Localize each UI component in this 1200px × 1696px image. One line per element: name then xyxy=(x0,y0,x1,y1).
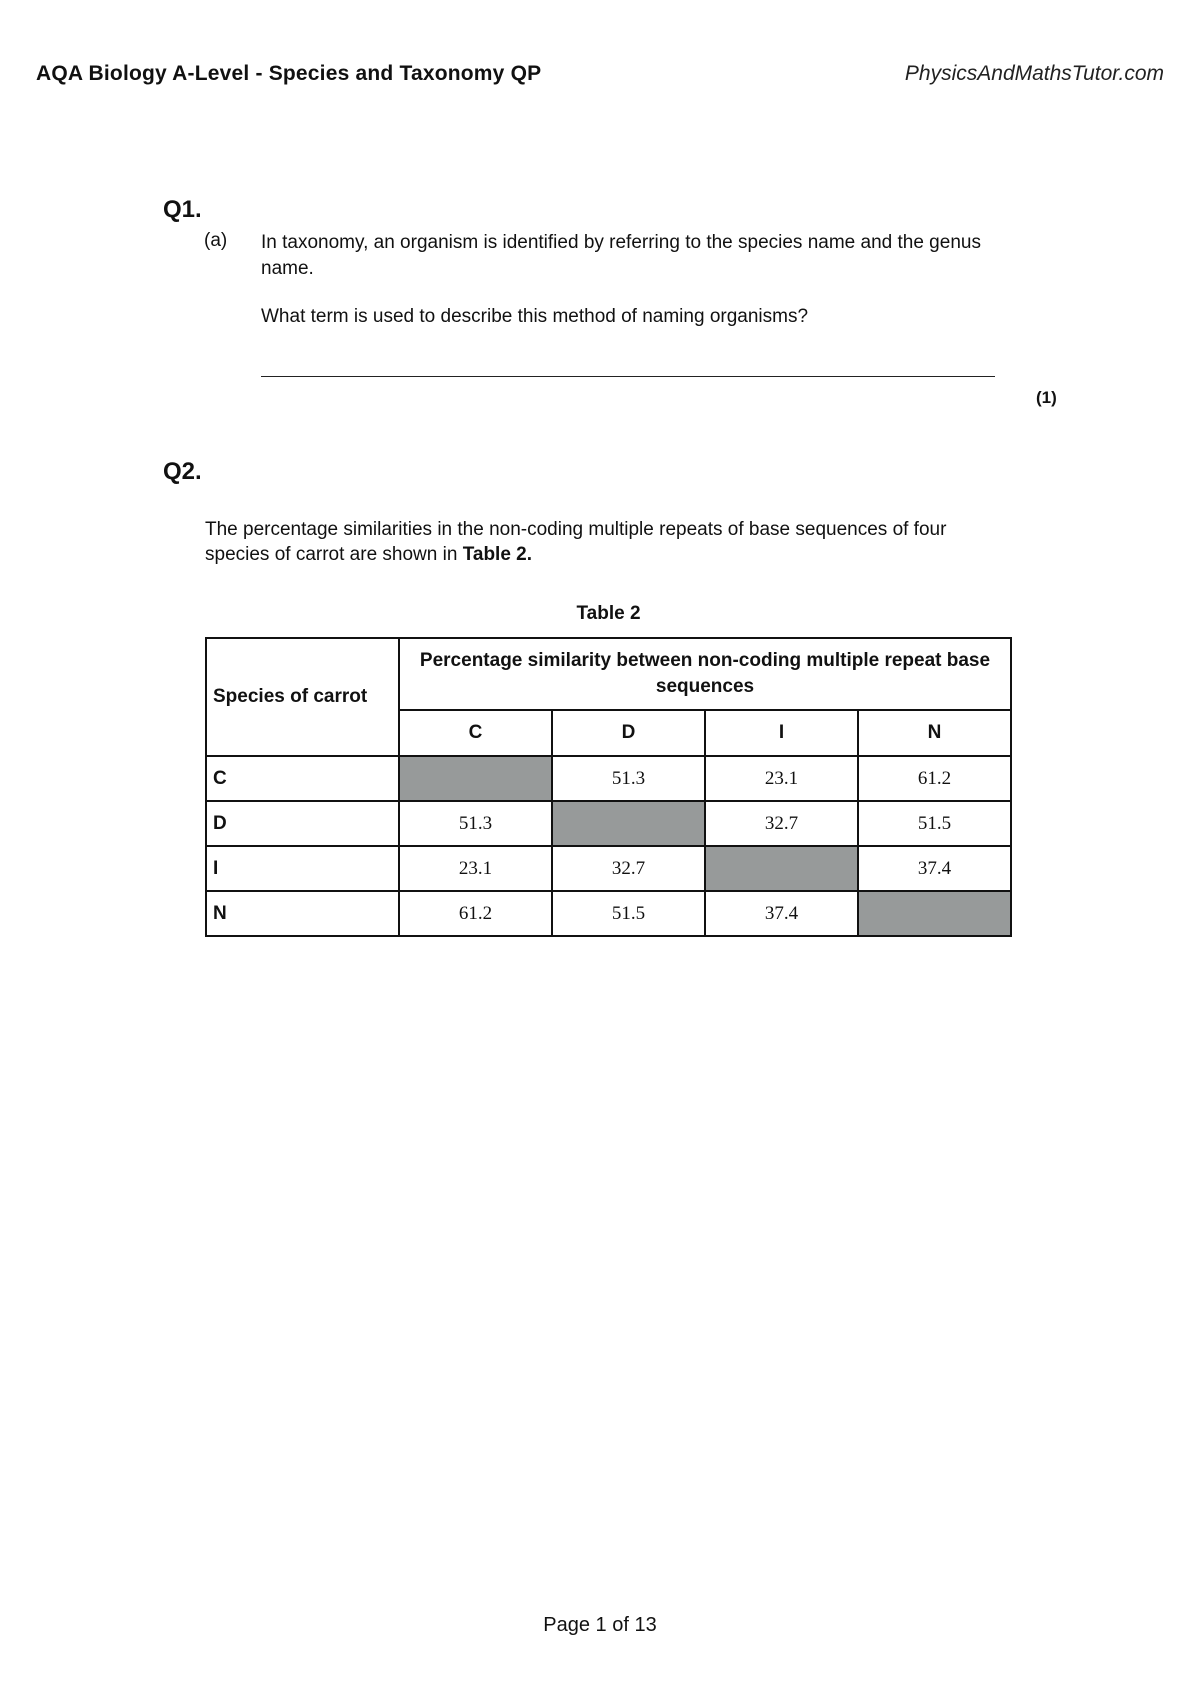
column-header-d: D xyxy=(552,710,705,756)
column-header-c: C xyxy=(399,710,552,756)
table-cell: 23.1 xyxy=(705,756,858,801)
question-2-intro xyxy=(205,517,965,567)
table-cell: 61.2 xyxy=(858,756,1011,801)
question-1-text: In taxonomy, an organism is identified by referring to the species name and the genus name. xyxy=(261,232,981,279)
table-row xyxy=(206,801,1011,846)
row-label-c: C xyxy=(206,756,399,801)
table-cell: 51.5 xyxy=(552,891,705,936)
table-cell-shaded xyxy=(399,756,552,801)
table-row-header: Species of carrot xyxy=(206,638,399,756)
row-label-n: N xyxy=(206,891,399,936)
column-header-n: N xyxy=(858,710,1011,756)
table-cell-shaded xyxy=(552,801,705,846)
page-number: Page 1 of 13 xyxy=(543,1614,657,1636)
table-span-header: Percentage similarity between non-coding multiple repeat base sequences xyxy=(399,638,1011,710)
table-row xyxy=(206,891,1011,936)
table-cell: 51.5 xyxy=(858,801,1011,846)
table-row xyxy=(206,756,1011,801)
question-1-part-label: (a) xyxy=(204,230,228,251)
table-cell: 61.2 xyxy=(399,891,552,936)
table-row xyxy=(206,846,1011,891)
column-header-i: I xyxy=(705,710,858,756)
question-1-prompt: What term is used to describe this method of naming organisms? xyxy=(261,306,809,327)
row-label-i: I xyxy=(206,846,399,891)
table-cell: 32.7 xyxy=(705,801,858,846)
table-cell-shaded xyxy=(705,846,858,891)
answer-line[interactable] xyxy=(261,376,995,377)
table-cell: 51.3 xyxy=(399,801,552,846)
table-cell: 51.3 xyxy=(552,756,705,801)
document-title: AQA Biology A-Level - Species and Taxonomy QP xyxy=(36,62,542,85)
table-cell: 23.1 xyxy=(399,846,552,891)
question-1-label: Q1. xyxy=(163,196,202,223)
table-caption: Table 2 xyxy=(576,603,641,624)
question-1-marks: (1) xyxy=(1036,388,1057,407)
table-cell: 37.4 xyxy=(705,891,858,936)
table-header-row xyxy=(206,638,1011,710)
row-label-d: D xyxy=(206,801,399,846)
table-cell: 37.4 xyxy=(858,846,1011,891)
question-2-label: Q2. xyxy=(163,458,202,485)
question-2-table-reference: Table 2. xyxy=(462,544,533,565)
similarity-table xyxy=(205,637,1012,937)
table-cell: 32.7 xyxy=(552,846,705,891)
question-2-intro-text: The percentage similarities in the non-coding multiple repeats of base sequences of four species of carrot are shown in xyxy=(205,519,947,565)
site-name: PhysicsAndMathsTutor.com xyxy=(904,62,1164,85)
table-cell-shaded xyxy=(858,891,1011,936)
